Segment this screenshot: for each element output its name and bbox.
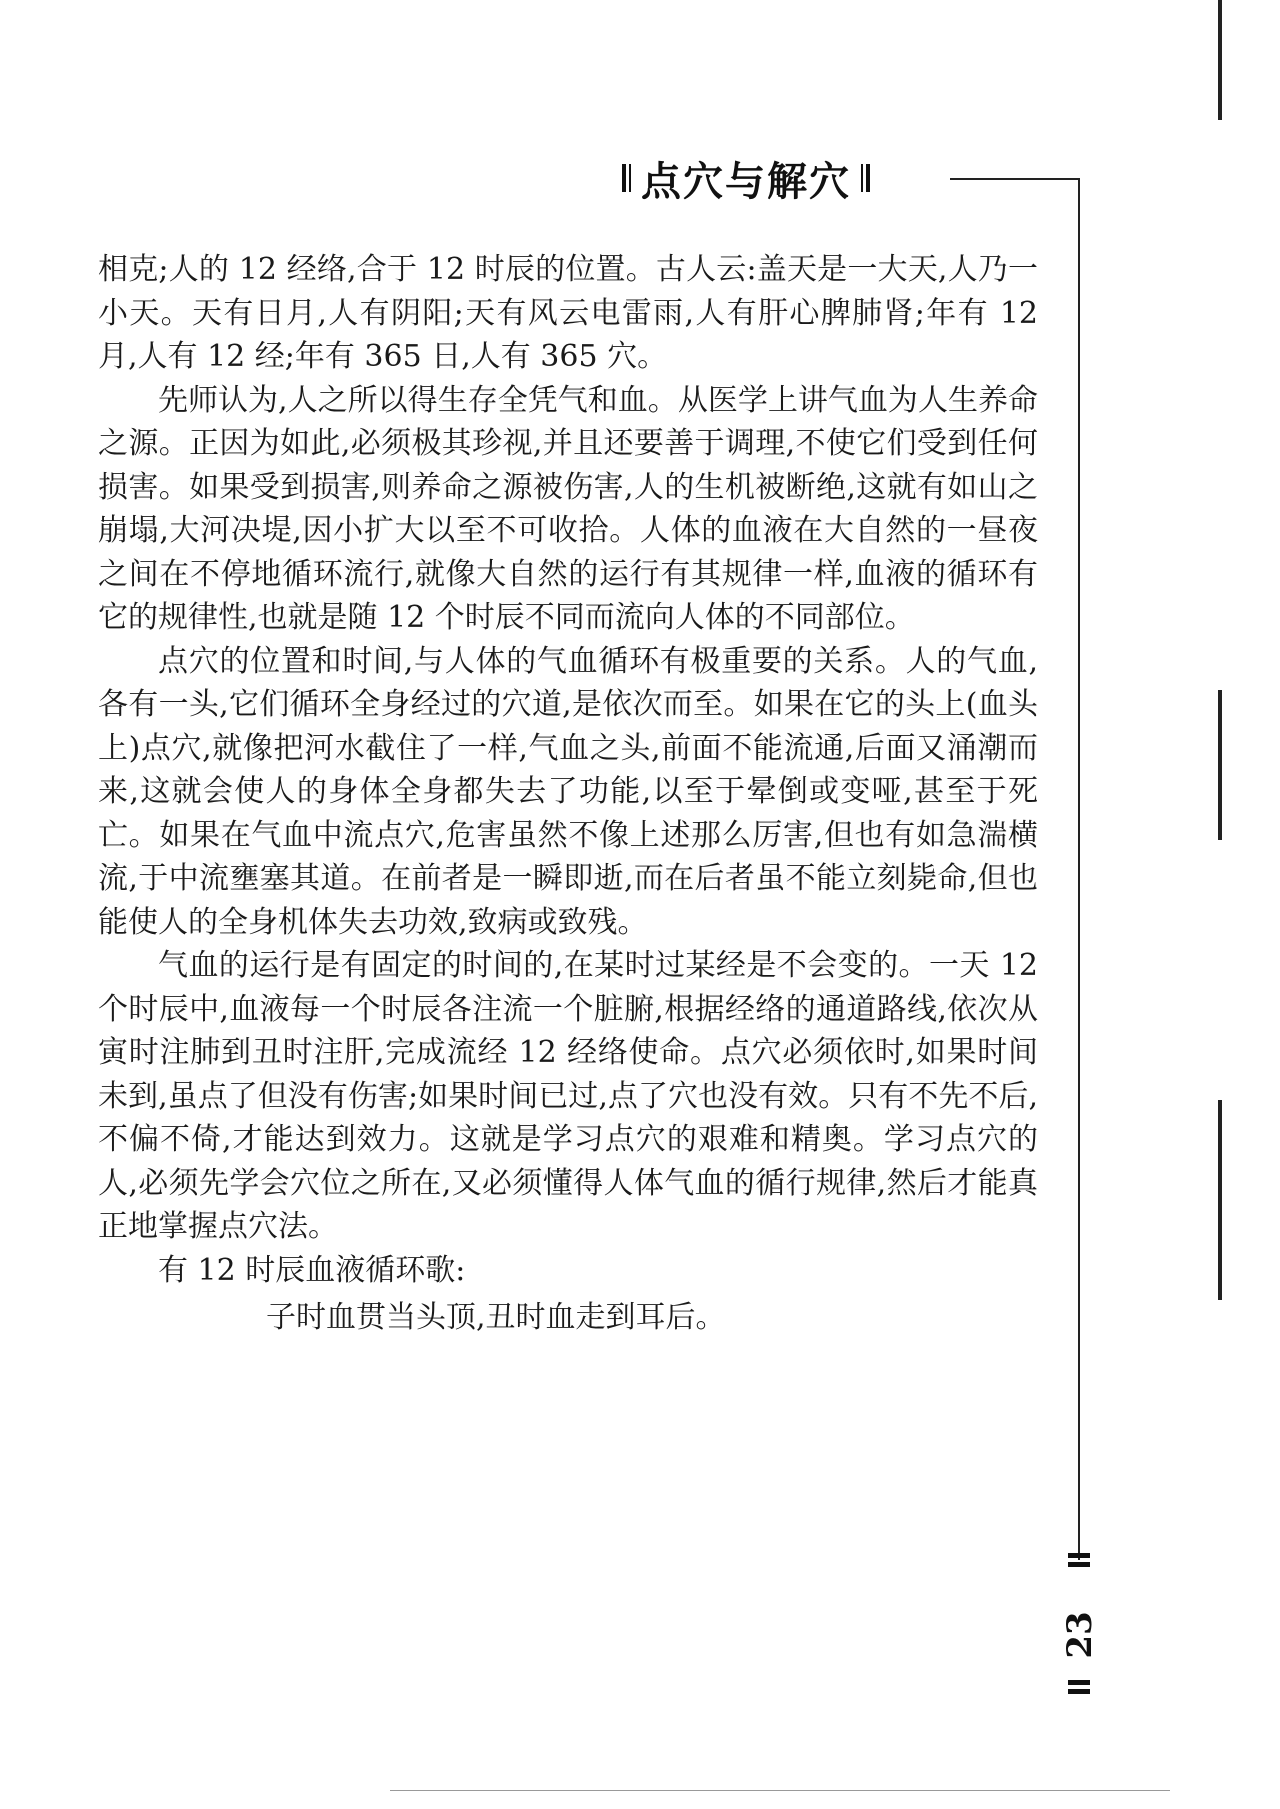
section-title: 点穴与解穴 (641, 158, 851, 205)
paragraph: 点穴的位置和时间,与人体的气血循环有极重要的关系。人的气血,各有一头,它们循环全身经过的穴道,是依次而至。如果在它的头上(血头上)点穴,就像把河水截住了一样,气血之头,前面不能流通,后面又涌潮而来,这就会使人的身体全身都失去了功能,以至于晕倒或变哑,甚至于死亡。如果在气血中流点穴,危害虽然不像上述那么厉害,但也有如急湍横流,于中流壅塞其道。在前者是一瞬即逝,而在后者虽不能立刻毙命,但也能使人的全身机体失去功效,致病或致残。 (98, 643, 1038, 940)
side-mark-bottom-icon (1068, 1689, 1090, 1694)
header-bars-right-icon (861, 163, 870, 193)
side-mark-top-icon (1068, 1562, 1090, 1567)
paragraph: 先师认为,人之所以得生存全凭气和血。从医学上讲气血为人生养命之源。正因为如此,必须极其珍视,并且还要善于调理,不使它们受到任何损害。如果受到损害,则养命之源被伤害,人的生机被断绝,这就有如山之崩塌,大河决堤,因小扩大以至不可收拾。人体的血液在大自然的一昼夜之间在不停地循环流行,就像大自然的运行有其规律一样,血液的循环有它的规律性,也就是随 12 个时辰不同而流向人体的不同部位。 (98, 382, 1038, 635)
side-rule (1078, 178, 1080, 1560)
paragraph: 气血的运行是有固定的时间的,在某时过某经是不会变的。一天 12 个时辰中,血液每一个时辰各注流一个脏腑,根据经络的通道路线,依次从寅时注肺到丑时注肝,完成流经 12 经络使命。点穴必须依时,如果时间未到,虽点了但没有伤害;如果时间已过,点了穴也没有效。只有不先不后,不偏不倚,才能达到效力。这就是学习点穴的艰难和精奥。学习点穴的人,必须先学会穴位之所在,又必须懂得人体气血的循行规律,然后才能真正地掌握点穴法。 (98, 948, 1038, 1244)
bottom-rule (390, 1790, 1170, 1791)
side-mark-bottom-icon (1068, 1680, 1090, 1685)
paragraph: 有 12 时辰血液循环歌: (158, 1252, 466, 1288)
side-mark-top-icon (1068, 1553, 1090, 1558)
edge-line (1218, 690, 1222, 840)
header-bars-left-icon (622, 163, 631, 193)
edge-line (1218, 0, 1222, 120)
section-header (622, 152, 870, 204)
page-number: 23 (1060, 1611, 1100, 1659)
paragraph: 相克;人的 12 经络,合于 12 时辰的位置。古人云:盖天是一大天,人乃一小天。天有日月,人有阴阳;天有风云电雷雨,人有肝心脾肺肾;年有 12 月,人有 12 经;年有 365 日,人有 365 穴。 (98, 252, 1038, 374)
verse-line: 子时血贯当头顶,丑时血走到耳后。 (266, 1300, 726, 1335)
header-rule (950, 178, 1080, 180)
body-text (98, 248, 1038, 1340)
edge-line (1218, 1100, 1222, 1300)
